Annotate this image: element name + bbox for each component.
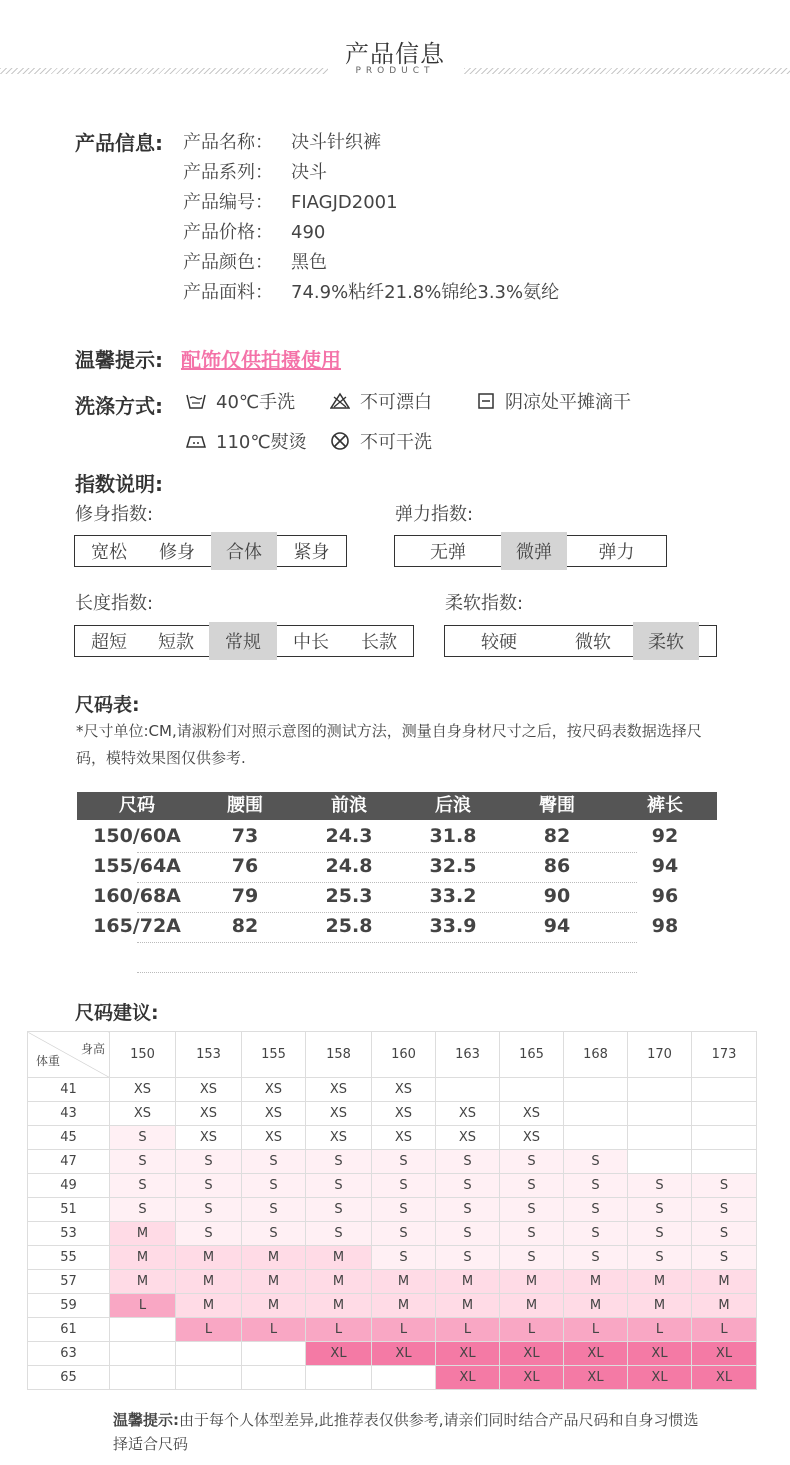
table-row: 155/64A 76 24.8 32.5 86 94 <box>93 855 679 877</box>
size-cell: M <box>564 1294 628 1318</box>
size-cell: XS <box>242 1078 306 1102</box>
size-cell: S <box>564 1150 628 1174</box>
size-cell: XS <box>500 1102 564 1126</box>
size-cell: XS <box>176 1126 242 1150</box>
info-row-fabric: 产品面料： 74.9%粘纤21.8%锦纶3.3%氨纶 <box>183 282 560 303</box>
stretch-index-label: 弹力指数: <box>395 504 474 525</box>
size-cell: XS <box>500 1126 564 1150</box>
size-cell <box>692 1102 757 1126</box>
size-cell <box>176 1342 242 1366</box>
size-cell: M <box>564 1270 628 1294</box>
size-cell: M <box>628 1270 692 1294</box>
size-cell: S <box>628 1222 692 1246</box>
size-cell: M <box>176 1294 242 1318</box>
iron-icon <box>186 433 206 449</box>
size-cell: L <box>692 1318 757 1342</box>
soft-option: 微软 <box>575 632 611 653</box>
wash-item-nobleach: 不可漂白 <box>330 388 432 414</box>
weight-cell: 57 <box>28 1270 110 1294</box>
bottom-tip <box>113 1408 713 1456</box>
weight-axis-label: 体重 <box>36 1054 61 1068</box>
table-row <box>28 1150 757 1174</box>
info-row-series: 产品系列： 决斗 <box>183 162 327 183</box>
size-cell: S <box>436 1150 500 1174</box>
size-cell <box>110 1318 176 1342</box>
header-front-rise: 前浪 <box>331 795 367 816</box>
size-cell: S <box>372 1150 436 1174</box>
size-cell: XS <box>242 1102 306 1126</box>
index-title: 指数说明: <box>75 472 163 496</box>
size-cell: S <box>242 1222 306 1246</box>
size-cell: S <box>628 1246 692 1270</box>
size-cell <box>564 1102 628 1126</box>
wash-item-iron: 110℃熨烫 <box>186 428 307 454</box>
size-cell: XS <box>110 1102 176 1126</box>
height-header-cell: 165 <box>500 1032 564 1078</box>
size-cell: L <box>500 1318 564 1342</box>
weight-cell: 53 <box>28 1222 110 1246</box>
weight-cell: 45 <box>28 1126 110 1150</box>
stretch-option-selected: 微弹 <box>501 532 567 570</box>
size-cell <box>436 1078 500 1102</box>
size-cell: S <box>564 1246 628 1270</box>
header-back-rise: 后浪 <box>435 795 471 816</box>
corner-cell <box>28 1032 110 1078</box>
size-cell: XS <box>372 1102 436 1126</box>
stretch-index-scale <box>394 535 667 567</box>
length-option: 长款 <box>361 632 397 653</box>
dry-flat-icon <box>477 392 495 410</box>
size-cell: S <box>436 1198 500 1222</box>
header-divider-left <box>0 68 328 74</box>
table-row <box>28 1246 757 1270</box>
height-header-cell: 163 <box>436 1032 500 1078</box>
info-row-price: 产品价格： 490 <box>183 222 326 243</box>
size-cell: L <box>436 1318 500 1342</box>
size-cell: L <box>242 1318 306 1342</box>
size-cell: M <box>436 1270 500 1294</box>
size-cell: M <box>692 1294 757 1318</box>
fit-option-selected: 合体 <box>211 532 277 570</box>
size-cell: XS <box>110 1078 176 1102</box>
soft-index-scale <box>444 625 717 657</box>
size-cell: XS <box>436 1126 500 1150</box>
size-table-header <box>77 792 717 820</box>
size-cell <box>242 1342 306 1366</box>
table-row: 165/72A 82 25.8 33.9 94 98 <box>93 915 679 937</box>
size-table-title: 尺码表: <box>75 694 140 716</box>
size-cell: M <box>110 1270 176 1294</box>
size-cell: L <box>306 1318 372 1342</box>
size-cell: M <box>500 1270 564 1294</box>
wash-item-dryflat: 阴凉处平摊滴干 <box>477 388 631 414</box>
size-suggestion-table <box>27 1031 757 1390</box>
soft-option: 较硬 <box>481 632 517 653</box>
size-cell: XS <box>306 1078 372 1102</box>
size-cell: M <box>306 1294 372 1318</box>
size-cell: S <box>176 1174 242 1198</box>
fit-option: 紧身 <box>293 542 330 563</box>
length-index-scale <box>74 625 414 657</box>
size-cell: M <box>110 1222 176 1246</box>
size-cell: XS <box>242 1126 306 1150</box>
size-cell <box>372 1366 436 1390</box>
size-cell: M <box>242 1294 306 1318</box>
accessory-note-link[interactable]: 配饰仅供拍摄使用 <box>181 348 341 372</box>
size-cell: XL <box>692 1342 757 1366</box>
size-cell: S <box>110 1126 176 1150</box>
table-row: 160/68A 79 25.3 33.2 90 96 <box>93 885 679 907</box>
size-cell: S <box>306 1198 372 1222</box>
size-cell: M <box>372 1294 436 1318</box>
weight-cell: 49 <box>28 1174 110 1198</box>
size-cell: S <box>242 1174 306 1198</box>
size-cell: S <box>306 1174 372 1198</box>
weight-cell: 55 <box>28 1246 110 1270</box>
size-cell <box>628 1078 692 1102</box>
length-option: 超短 <box>91 632 127 653</box>
section-title: 产品信息 <box>345 40 445 68</box>
wash-item-nodryclean: 不可干洗 <box>330 428 432 454</box>
size-cell: XL <box>628 1366 692 1390</box>
size-cell: S <box>436 1222 500 1246</box>
height-header-cell: 170 <box>628 1032 692 1078</box>
wash-item-handwash: 40℃手洗 <box>186 388 295 414</box>
height-header-cell: 158 <box>306 1032 372 1078</box>
size-cell: S <box>500 1198 564 1222</box>
size-cell <box>110 1366 176 1390</box>
size-cell <box>628 1126 692 1150</box>
size-cell <box>692 1078 757 1102</box>
size-cell: S <box>500 1150 564 1174</box>
fit-index-label: 修身指数: <box>75 504 154 525</box>
size-cell: M <box>242 1246 306 1270</box>
size-cell: XL <box>628 1342 692 1366</box>
weight-cell: 41 <box>28 1078 110 1102</box>
size-cell: M <box>242 1270 306 1294</box>
weight-cell: 61 <box>28 1318 110 1342</box>
size-cell: XL <box>372 1342 436 1366</box>
size-cell: L <box>176 1318 242 1342</box>
weight-cell: 59 <box>28 1294 110 1318</box>
size-cell <box>692 1150 757 1174</box>
size-cell: S <box>176 1150 242 1174</box>
header-hip: 臀围 <box>539 795 575 816</box>
size-cell: L <box>628 1318 692 1342</box>
table-row <box>28 1198 757 1222</box>
size-cell: XS <box>372 1078 436 1102</box>
size-cell: L <box>110 1294 176 1318</box>
row-divider <box>137 942 637 943</box>
size-cell: S <box>500 1174 564 1198</box>
wash-label: 洗涤方式: <box>75 394 163 418</box>
size-cell: S <box>436 1174 500 1198</box>
size-cell: S <box>242 1150 306 1174</box>
height-header-cell: 173 <box>692 1032 757 1078</box>
row-divider <box>137 972 637 973</box>
size-cell: XL <box>500 1366 564 1390</box>
size-cell: XS <box>176 1078 242 1102</box>
size-cell <box>564 1126 628 1150</box>
size-cell: S <box>110 1174 176 1198</box>
table-row <box>28 1318 757 1342</box>
size-cell <box>242 1366 306 1390</box>
size-cell: S <box>564 1174 628 1198</box>
height-header-cell: 150 <box>110 1032 176 1078</box>
size-cell: M <box>372 1270 436 1294</box>
header-waist: 腰围 <box>227 795 263 816</box>
size-cell: XS <box>372 1126 436 1150</box>
product-info-label: 产品信息: <box>75 131 163 155</box>
size-cell <box>110 1342 176 1366</box>
size-cell: XS <box>306 1126 372 1150</box>
size-cell <box>628 1102 692 1126</box>
hand-wash-icon <box>186 392 206 410</box>
size-cell: S <box>372 1174 436 1198</box>
height-header-row <box>28 1032 757 1078</box>
size-cell: M <box>306 1246 372 1270</box>
stretch-option: 无弹 <box>430 542 466 563</box>
size-cell: S <box>564 1198 628 1222</box>
length-option: 中长 <box>293 632 329 653</box>
size-cell <box>176 1366 242 1390</box>
info-row-color: 产品颜色： 黑色 <box>183 252 327 273</box>
weight-cell: 63 <box>28 1342 110 1366</box>
size-cell: XL <box>436 1342 500 1366</box>
size-cell: M <box>692 1270 757 1294</box>
info-row-code: 产品编号： FIAGJD2001 <box>183 192 398 213</box>
size-cell: S <box>692 1174 757 1198</box>
size-cell: S <box>306 1222 372 1246</box>
size-cell <box>564 1078 628 1102</box>
length-index-label: 长度指数: <box>75 593 154 614</box>
info-row-name: 产品名称： 决斗针织裤 <box>183 132 381 153</box>
size-cell: S <box>176 1198 242 1222</box>
size-cell: S <box>372 1198 436 1222</box>
fit-index-scale <box>74 535 347 567</box>
size-cell: S <box>306 1150 372 1174</box>
size-cell: M <box>176 1270 242 1294</box>
soft-index-label: 柔软指数: <box>445 593 524 614</box>
size-table-note: *尺寸单位:CM,请淑粉们对照示意图的测试方法，测量自身身材尺寸之后，按尺码表数据选择尺码，模特效果图仅供参考. <box>76 722 702 767</box>
size-cell: S <box>564 1222 628 1246</box>
size-cell: XS <box>306 1102 372 1126</box>
size-cell: L <box>564 1318 628 1342</box>
size-cell: S <box>628 1198 692 1222</box>
height-header-cell: 168 <box>564 1032 628 1078</box>
size-cell: M <box>500 1294 564 1318</box>
table-row <box>28 1270 757 1294</box>
weight-cell: 43 <box>28 1102 110 1126</box>
size-cell: XL <box>564 1366 628 1390</box>
length-option: 短款 <box>158 632 194 653</box>
tip-label: 温馨提示: <box>75 348 163 372</box>
no-bleach-icon <box>330 392 350 410</box>
header-divider-right <box>464 68 790 74</box>
header-length: 裤长 <box>647 795 683 816</box>
size-cell: XS <box>176 1102 242 1126</box>
length-option-selected: 常规 <box>209 622 277 660</box>
table-row <box>28 1342 757 1366</box>
size-cell: XS <box>436 1102 500 1126</box>
size-cell <box>500 1078 564 1102</box>
section-subtitle: PRODUCT <box>355 66 435 76</box>
no-dry-clean-icon <box>330 431 350 451</box>
size-cell: S <box>110 1198 176 1222</box>
size-cell: XL <box>436 1366 500 1390</box>
size-cell: M <box>628 1294 692 1318</box>
weight-cell: 65 <box>28 1366 110 1390</box>
size-cell: S <box>500 1222 564 1246</box>
size-cell: S <box>372 1222 436 1246</box>
height-header-cell: 155 <box>242 1032 306 1078</box>
table-row: 150/60A 73 24.3 31.8 82 92 <box>93 825 679 847</box>
size-cell: S <box>692 1246 757 1270</box>
table-row <box>28 1126 757 1150</box>
header-size: 尺码 <box>119 795 155 816</box>
size-cell: S <box>628 1174 692 1198</box>
size-cell: S <box>692 1198 757 1222</box>
fit-option: 修身 <box>159 542 195 563</box>
fit-option: 宽松 <box>91 542 127 563</box>
table-row <box>28 1174 757 1198</box>
soft-option-selected: 柔软 <box>633 622 699 660</box>
size-cell: L <box>372 1318 436 1342</box>
table-row <box>28 1102 757 1126</box>
size-cell <box>306 1366 372 1390</box>
size-cell: M <box>436 1294 500 1318</box>
weight-cell: 51 <box>28 1198 110 1222</box>
height-header-cell: 160 <box>372 1032 436 1078</box>
size-cell: S <box>176 1222 242 1246</box>
size-suggest-title: 尺码建议: <box>75 1002 159 1024</box>
size-cell: S <box>436 1246 500 1270</box>
size-cell: M <box>176 1246 242 1270</box>
tip-text: 由于每个人体型差异,此推荐表仅供参考,请亲们同时结合产品尺码和自身习惯选择适合尺码 <box>113 1411 699 1453</box>
size-cell: S <box>110 1150 176 1174</box>
size-cell <box>628 1150 692 1174</box>
size-cell: S <box>372 1246 436 1270</box>
table-row <box>28 1222 757 1246</box>
height-axis-label: 身高 <box>80 1042 105 1056</box>
size-cell: XL <box>306 1342 372 1366</box>
height-header-cell: 153 <box>176 1032 242 1078</box>
size-cell: S <box>500 1246 564 1270</box>
table-row <box>28 1078 757 1102</box>
table-row <box>28 1294 757 1318</box>
size-cell: XL <box>500 1342 564 1366</box>
size-cell <box>692 1126 757 1150</box>
size-cell: M <box>110 1246 176 1270</box>
stretch-option: 弹力 <box>598 542 635 563</box>
size-cell: S <box>692 1222 757 1246</box>
table-row <box>28 1366 757 1390</box>
size-cell: XL <box>564 1342 628 1366</box>
tip-label: 温馨提示: <box>113 1411 179 1429</box>
size-cell: M <box>306 1270 372 1294</box>
weight-cell: 47 <box>28 1150 110 1174</box>
size-cell: S <box>242 1198 306 1222</box>
size-cell: XL <box>692 1366 757 1390</box>
